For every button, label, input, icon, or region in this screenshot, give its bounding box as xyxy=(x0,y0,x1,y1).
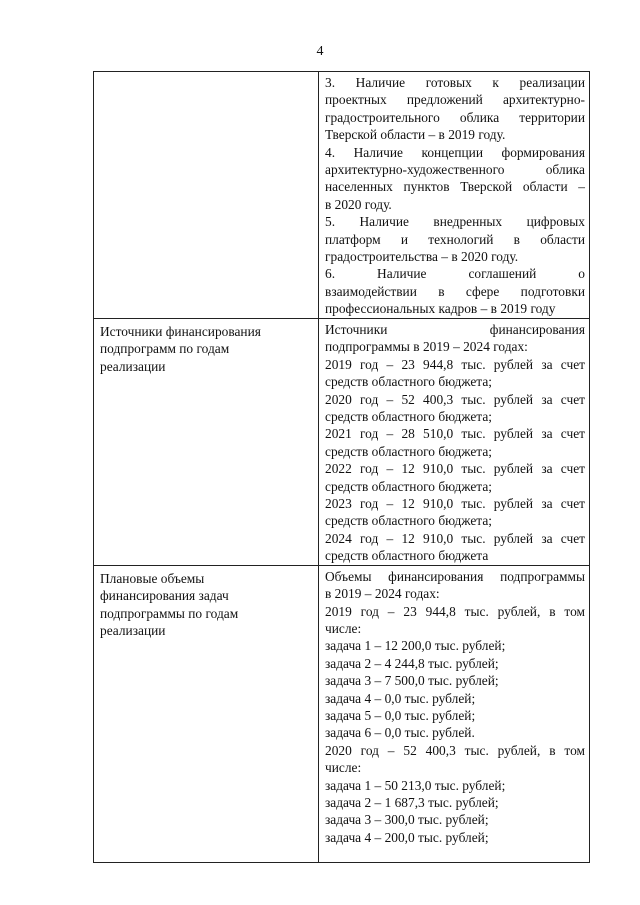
row-content-cell xyxy=(319,319,590,566)
content-line: взаимодействии в сфере подготовки xyxy=(325,283,585,299)
table-row-expected-results xyxy=(94,72,590,319)
content-line: средств областного бюджета; xyxy=(325,374,492,390)
content-line: 2023 год – 12 910,0 тыс. рублей за счет xyxy=(325,496,585,512)
content-line: подпрограммы в 2019 – 2024 годах: xyxy=(325,339,528,355)
content-line: задача 2 – 1 687,3 тыс. рублей; xyxy=(325,794,499,810)
content-line: задача 5 – 0,0 тыс. рублей; xyxy=(325,707,476,723)
content-line: средств областного бюджета; xyxy=(325,478,492,494)
content-line: задача 1 – 12 200,0 тыс. рублей; xyxy=(325,638,506,654)
content-line: 2024 год – 12 910,0 тыс. рублей за счет xyxy=(325,530,585,546)
content-line: средств областного бюджета xyxy=(325,548,489,564)
content-line: профессиональных кадров – в 2019 году xyxy=(325,301,556,317)
label-line: подпрограммы по годам xyxy=(100,605,239,621)
content-line: 2019 год – 23 944,8 тыс. рублей за счет xyxy=(325,356,585,372)
row-content-cell xyxy=(319,565,590,862)
content-line: средств областного бюджета; xyxy=(325,513,492,529)
content-line: 6. Наличие соглашений о xyxy=(325,266,585,282)
row-label-cell xyxy=(94,565,319,862)
table-row-funding-sources xyxy=(94,319,590,566)
row-label-cell xyxy=(94,72,319,319)
content-line: числе: xyxy=(325,620,362,636)
row-content-cell xyxy=(319,72,590,319)
table-row-planned-task-funding xyxy=(94,565,590,862)
label-line: финансирования задач xyxy=(100,588,229,604)
label-line: Источники финансирования xyxy=(100,324,261,339)
content-line: 5. Наличие внедренных цифровых xyxy=(325,214,585,230)
content-line: платформ и технологий в области xyxy=(325,231,585,247)
page-number: 4 xyxy=(316,44,324,59)
content-line: градостроительного облика территории xyxy=(325,109,585,125)
content-line: задача 4 – 200,0 тыс. рублей; xyxy=(325,829,489,845)
label-line: Плановые объемы xyxy=(100,570,205,586)
content-line: задача 3 – 7 500,0 тыс. рублей; xyxy=(325,673,499,689)
label-line: реализации xyxy=(100,358,166,374)
content-line: в 2020 году. xyxy=(325,196,392,212)
content-line: 3. Наличие готовых к реализации xyxy=(325,75,585,90)
content-line: Источники финансирования xyxy=(325,322,585,337)
content-line: задача 3 – 300,0 тыс. рублей; xyxy=(325,812,489,828)
content-line: задача 2 – 4 244,8 тыс. рублей; xyxy=(325,655,499,671)
content-line: 2020 год – 52 400,3 тыс. рублей за счет xyxy=(325,391,585,407)
content-line: архитектурно-художественного облика xyxy=(325,162,585,178)
content-line: 4. Наличие концепции формирования xyxy=(325,144,585,160)
row-label-cell xyxy=(94,319,319,566)
content-line: задача 4 – 0,0 тыс. рублей; xyxy=(325,690,476,706)
content-line: 2021 год – 28 510,0 тыс. рублей за счет xyxy=(325,426,585,442)
content-line: средств областного бюджета; xyxy=(325,409,492,425)
subprogram-passport-table xyxy=(93,71,590,863)
label-line: подпрограмм по годам xyxy=(100,341,230,357)
content-line: градостроительства – в 2020 году. xyxy=(325,249,519,265)
label-line: реализации xyxy=(100,622,166,638)
content-line: Тверской области – в 2019 году. xyxy=(325,127,506,143)
content-line: 2022 год – 12 910,0 тыс. рублей за счет xyxy=(325,461,585,477)
content-line: средств областного бюджета; xyxy=(325,443,492,459)
content-line: 2019 год – 23 944,8 тыс. рублей, в том xyxy=(325,603,585,619)
content-line: в 2019 – 2024 годах: xyxy=(325,586,440,602)
content-line: 2020 год – 52 400,3 тыс. рублей, в том xyxy=(325,742,585,758)
content-line: числе: xyxy=(325,760,362,776)
content-line: задача 6 – 0,0 тыс. рублей. xyxy=(325,725,475,741)
content-line: Объемы финансирования подпрограммы xyxy=(325,568,585,584)
content-line: проектных предложений архитектурно- xyxy=(325,92,585,108)
content-line: задача 1 – 50 213,0 тыс. рублей; xyxy=(325,777,506,793)
content-line: населенных пунктов Тверской области – xyxy=(325,179,585,195)
